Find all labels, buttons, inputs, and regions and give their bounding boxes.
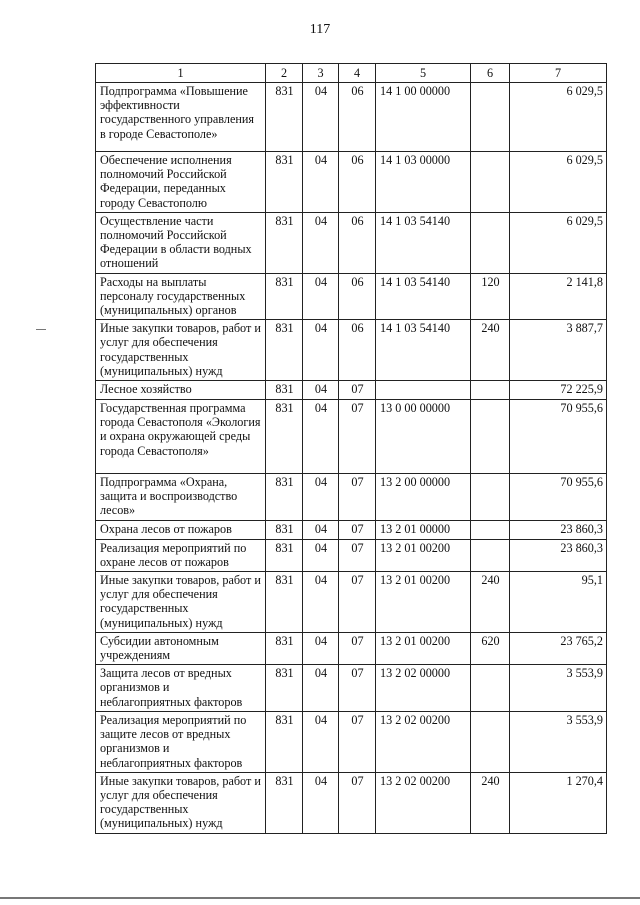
amount-cell: 70 955,6 bbox=[510, 400, 607, 474]
amount-cell: 23 765,2 bbox=[510, 632, 607, 664]
target-article-cell: 13 2 01 00200 bbox=[376, 539, 471, 571]
column-header: 4 bbox=[339, 64, 376, 83]
row-name-cell: Иные закупки товаров, работ и услуг для обеспечения государственных (муниципальных) нужд bbox=[96, 772, 266, 833]
table-header-row bbox=[96, 64, 607, 83]
amount-cell: 70 955,6 bbox=[510, 474, 607, 521]
subsection-cell: 07 bbox=[339, 520, 376, 539]
table-row bbox=[96, 152, 607, 213]
section-cell: 04 bbox=[303, 711, 339, 772]
target-article-cell: 13 2 01 00200 bbox=[376, 632, 471, 664]
row-name-cell: Защита лесов от вредных организмов и неблагоприятных факторов bbox=[96, 665, 266, 712]
row-name-cell: Осуществление части полномочий Российской Федерации в области водных отношений bbox=[96, 212, 266, 273]
section-cell: 04 bbox=[303, 520, 339, 539]
expense-type-cell bbox=[471, 474, 510, 521]
amount-cell: 3 887,7 bbox=[510, 320, 607, 381]
subsection-cell: 07 bbox=[339, 572, 376, 633]
row-name-cell: Реализация мероприятий по защите лесов от вредных организмов и неблагоприятных факторов bbox=[96, 711, 266, 772]
ministry-code-cell: 831 bbox=[266, 273, 303, 320]
row-name-cell: Подпрограмма «Охрана, защита и воспроизводство лесов» bbox=[96, 474, 266, 521]
section-cell: 04 bbox=[303, 632, 339, 664]
table-row bbox=[96, 520, 607, 539]
target-article-cell: 13 2 00 00000 bbox=[376, 474, 471, 521]
section-cell: 04 bbox=[303, 83, 339, 152]
section-cell: 04 bbox=[303, 152, 339, 213]
section-cell: 04 bbox=[303, 665, 339, 712]
amount-cell: 2 141,8 bbox=[510, 273, 607, 320]
amount-cell: 3 553,9 bbox=[510, 665, 607, 712]
expense-type-cell bbox=[471, 152, 510, 213]
subsection-cell: 07 bbox=[339, 474, 376, 521]
column-header: 3 bbox=[303, 64, 339, 83]
column-header: 5 bbox=[376, 64, 471, 83]
table-row bbox=[96, 400, 607, 474]
section-cell: 04 bbox=[303, 212, 339, 273]
expense-type-cell: 120 bbox=[471, 273, 510, 320]
row-name-cell: Лесное хозяйство bbox=[96, 381, 266, 400]
ministry-code-cell: 831 bbox=[266, 212, 303, 273]
target-article-cell: 13 2 02 00200 bbox=[376, 711, 471, 772]
ministry-code-cell: 831 bbox=[266, 83, 303, 152]
amount-cell: 95,1 bbox=[510, 572, 607, 633]
table-body bbox=[96, 83, 607, 834]
subsection-cell: 06 bbox=[339, 152, 376, 213]
section-cell: 04 bbox=[303, 772, 339, 833]
column-header: 6 bbox=[471, 64, 510, 83]
ministry-code-cell: 831 bbox=[266, 381, 303, 400]
expense-type-cell: 240 bbox=[471, 772, 510, 833]
subsection-cell: 06 bbox=[339, 273, 376, 320]
subsection-cell: 07 bbox=[339, 632, 376, 664]
section-cell: 04 bbox=[303, 400, 339, 474]
expense-type-cell bbox=[471, 381, 510, 400]
subsection-cell: 06 bbox=[339, 212, 376, 273]
subsection-cell: 07 bbox=[339, 665, 376, 712]
amount-cell: 1 270,4 bbox=[510, 772, 607, 833]
column-header: 7 bbox=[510, 64, 607, 83]
ministry-code-cell: 831 bbox=[266, 474, 303, 521]
ministry-code-cell: 831 bbox=[266, 665, 303, 712]
target-article-cell: 14 1 00 00000 bbox=[376, 83, 471, 152]
table-row bbox=[96, 665, 607, 712]
subsection-cell: 07 bbox=[339, 381, 376, 400]
ministry-code-cell: 831 bbox=[266, 572, 303, 633]
row-name-cell: Расходы на выплаты персоналу государственных (муниципальных) органов bbox=[96, 273, 266, 320]
section-cell: 04 bbox=[303, 381, 339, 400]
row-name-cell: Государственная программа города Севастополя «Экология и охрана окружающей среды города Севастополя» bbox=[96, 400, 266, 474]
row-name-cell: Субсидии автономным учреждениям bbox=[96, 632, 266, 664]
target-article-cell: 14 1 03 54140 bbox=[376, 320, 471, 381]
target-article-cell: 13 2 01 00000 bbox=[376, 520, 471, 539]
section-cell: 04 bbox=[303, 572, 339, 633]
section-cell: 04 bbox=[303, 474, 339, 521]
target-article-cell: 13 2 02 00000 bbox=[376, 665, 471, 712]
ministry-code-cell: 831 bbox=[266, 320, 303, 381]
ministry-code-cell: 831 bbox=[266, 400, 303, 474]
target-article-cell: 14 1 03 54140 bbox=[376, 273, 471, 320]
margin-mark bbox=[36, 329, 46, 330]
amount-cell: 72 225,9 bbox=[510, 381, 607, 400]
amount-cell: 6 029,5 bbox=[510, 152, 607, 213]
amount-cell: 6 029,5 bbox=[510, 212, 607, 273]
section-cell: 04 bbox=[303, 273, 339, 320]
expense-type-cell bbox=[471, 400, 510, 474]
target-article-cell: 13 2 02 00200 bbox=[376, 772, 471, 833]
expense-type-cell: 240 bbox=[471, 320, 510, 381]
row-name-cell: Обеспечение исполнения полномочий Российской Федерации, переданных городу Севастополю bbox=[96, 152, 266, 213]
expense-type-cell: 620 bbox=[471, 632, 510, 664]
subsection-cell: 06 bbox=[339, 320, 376, 381]
table-row bbox=[96, 572, 607, 633]
row-name-cell: Реализация мероприятий по охране лесов от пожаров bbox=[96, 539, 266, 571]
amount-cell: 23 860,3 bbox=[510, 520, 607, 539]
ministry-code-cell: 831 bbox=[266, 152, 303, 213]
ministry-code-cell: 831 bbox=[266, 772, 303, 833]
row-name-cell: Иные закупки товаров, работ и услуг для обеспечения государственных (муниципальных) нужд bbox=[96, 572, 266, 633]
column-header: 2 bbox=[266, 64, 303, 83]
ministry-code-cell: 831 bbox=[266, 520, 303, 539]
table-row bbox=[96, 381, 607, 400]
ministry-code-cell: 831 bbox=[266, 539, 303, 571]
page-bottom-edge bbox=[0, 897, 640, 899]
table-row bbox=[96, 320, 607, 381]
expense-type-cell bbox=[471, 539, 510, 571]
ministry-code-cell: 831 bbox=[266, 711, 303, 772]
expense-type-cell bbox=[471, 520, 510, 539]
target-article-cell: 13 0 00 00000 bbox=[376, 400, 471, 474]
section-cell: 04 bbox=[303, 320, 339, 381]
subsection-cell: 07 bbox=[339, 400, 376, 474]
expense-type-cell bbox=[471, 83, 510, 152]
subsection-cell: 07 bbox=[339, 539, 376, 571]
expense-type-cell bbox=[471, 212, 510, 273]
expense-type-cell bbox=[471, 711, 510, 772]
row-name-cell: Подпрограмма «Повышение эффективности государственного управления в городе Севастополе» bbox=[96, 83, 266, 152]
table-row bbox=[96, 711, 607, 772]
table-row bbox=[96, 474, 607, 521]
amount-cell: 6 029,5 bbox=[510, 83, 607, 152]
ministry-code-cell: 831 bbox=[266, 632, 303, 664]
column-header: 1 bbox=[96, 64, 266, 83]
subsection-cell: 07 bbox=[339, 711, 376, 772]
target-article-cell: 14 1 03 54140 bbox=[376, 212, 471, 273]
row-name-cell: Иные закупки товаров, работ и услуг для обеспечения государственных (муниципальных) нужд bbox=[96, 320, 266, 381]
row-name-cell: Охрана лесов от пожаров bbox=[96, 520, 266, 539]
target-article-cell: 13 2 01 00200 bbox=[376, 572, 471, 633]
table-row bbox=[96, 632, 607, 664]
page-number: 117 bbox=[309, 22, 331, 37]
target-article-cell: 14 1 03 00000 bbox=[376, 152, 471, 213]
table-row bbox=[96, 212, 607, 273]
expense-type-cell: 240 bbox=[471, 572, 510, 633]
table-row bbox=[96, 772, 607, 833]
section-cell: 04 bbox=[303, 539, 339, 571]
table-row bbox=[96, 83, 607, 152]
budget-table bbox=[95, 63, 607, 834]
subsection-cell: 06 bbox=[339, 83, 376, 152]
subsection-cell: 07 bbox=[339, 772, 376, 833]
expense-type-cell bbox=[471, 665, 510, 712]
table-row bbox=[96, 273, 607, 320]
amount-cell: 23 860,3 bbox=[510, 539, 607, 571]
target-article-cell bbox=[376, 381, 471, 400]
table-row bbox=[96, 539, 607, 571]
amount-cell: 3 553,9 bbox=[510, 711, 607, 772]
